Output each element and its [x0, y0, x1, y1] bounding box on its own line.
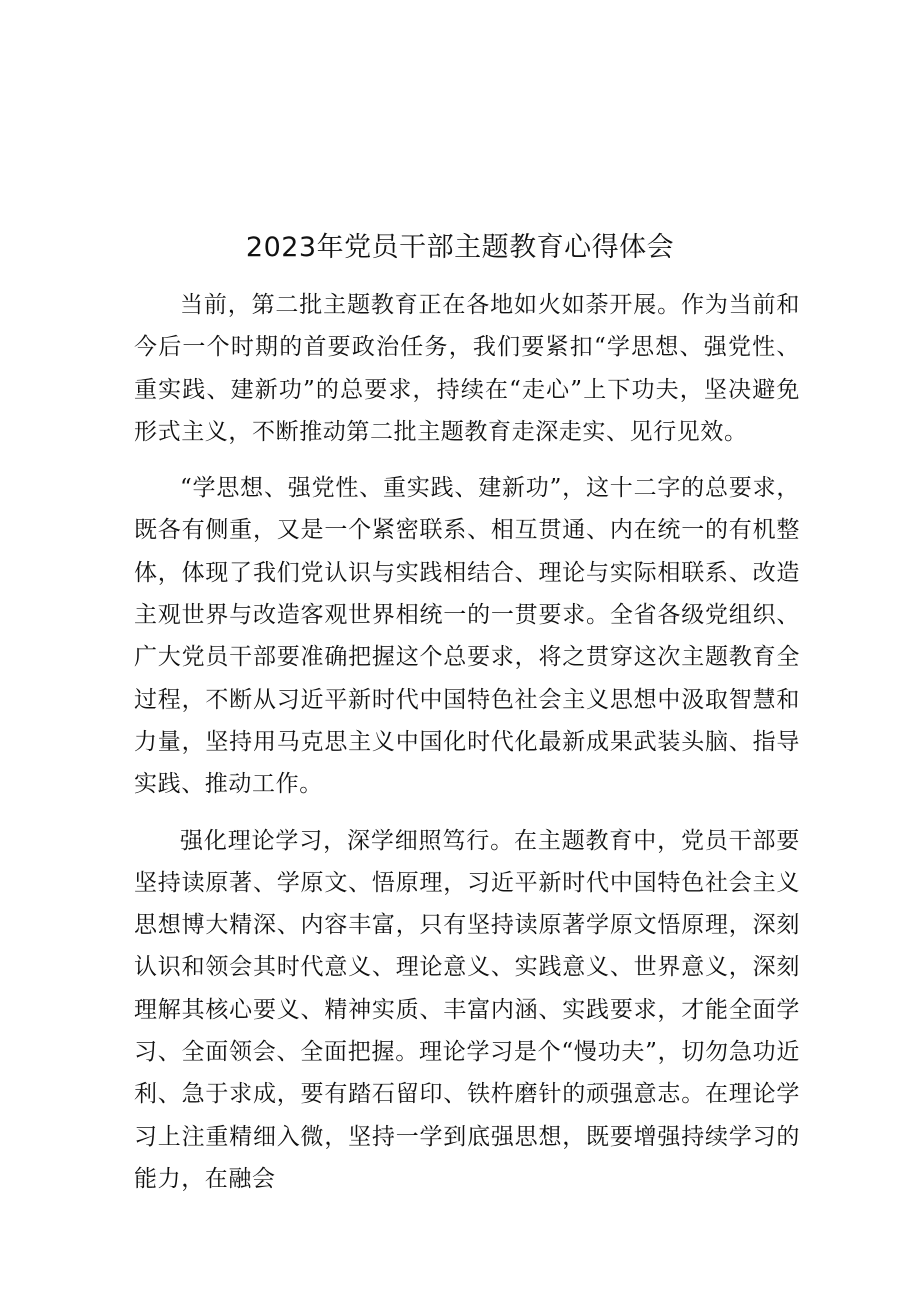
document-body [134, 284, 800, 1214]
paragraph-1: 当前，第二批主题教育正在各地如火如荼开展。作为当前和今后一个时期的首要政治任务，我们要紧扣“学思想、强党性、重实践、建新功”的总要求，持续在“走心”上下功夫，坚决避免形式主义，不断推动第二批主题教育走深走实、见行见效。 [134, 292, 800, 445]
paragraph-2: “学思想、强党性、重实践、建新功”，这十二字的总要求，既各有侧重，又是一个紧密联系、相互贯通、内在统一的有机整体，体现了我们党认识与实践相结合、理论与实际相联系、改造主观世界与改造客观世界相统一的一贯要求。全省各级党组织、广大党员干部要准确把握这个总要求，将之贯穿这次主题教育全过程，不断从习近平新时代中国特色社会主义思想中汲取智慧和力量，坚持用马克思主义中国化时代化最新成果武装头脑、指导实践、推动工作。 [134, 475, 800, 798]
paragraph-3: 强化理论学习，深学细照笃行。在主题教育中，党员干部要坚持读原著、学原文、悟原理，习近平新时代中国特色社会主义思想博大精深、内容丰富，只有坚持读原著学原文悟原理，深刻认识和领会其时代意义、理论意义、实践意义、世界意义，深刻理解其核心要义、精神实质、丰富内涵、实践要求，才能全面学习、全面领会、全面把握。理论学习是个“慢功夫”，切勿急功近利、急于求成，要有踏石留印、铁杵磨针的顽强意志。在理论学习上注重精细入微，坚持一学到底强思想，既要增强持续学习的能力，在融会 [134, 827, 800, 1192]
document-title: 2023年党员干部主题教育心得体会 [245, 232, 675, 263]
